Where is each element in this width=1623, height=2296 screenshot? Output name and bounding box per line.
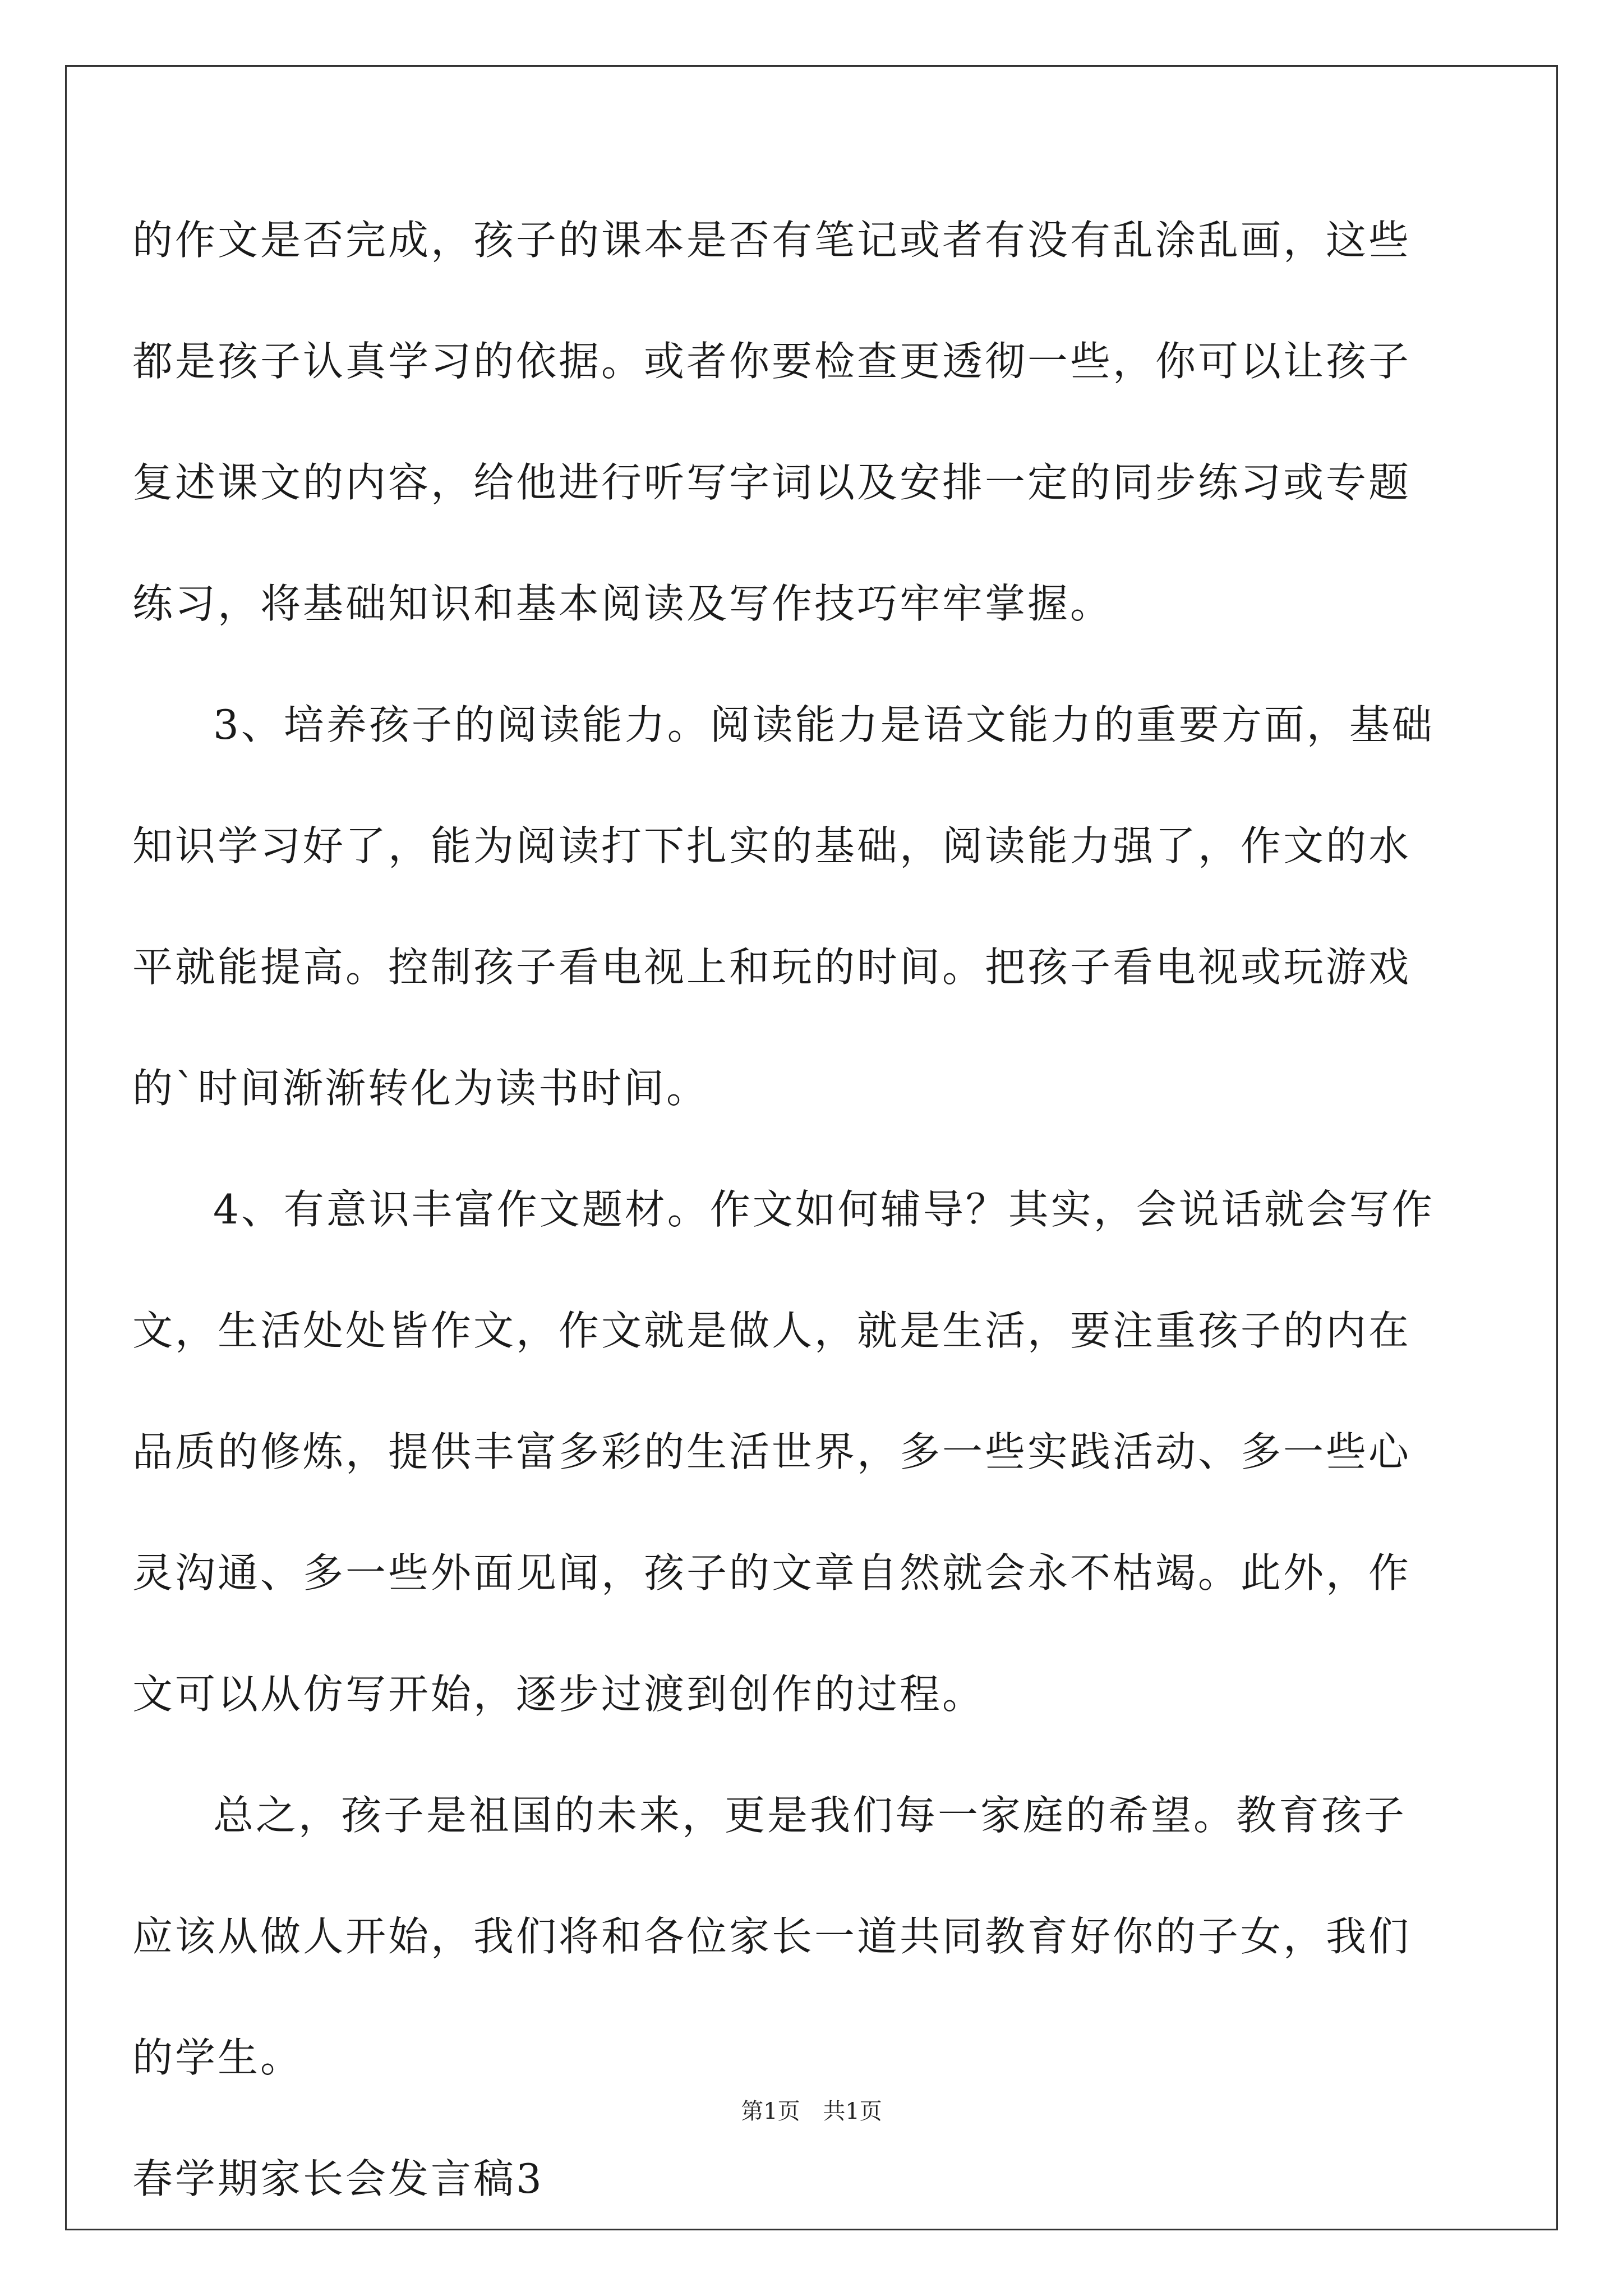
page-number: 第1页: [741, 2099, 800, 2124]
text-line: 的作文是否完成，孩子的课本是否有笔记或者有没有乱涂乱画，这些: [132, 217, 1412, 264]
text-line: 应该从做人开始，我们将和各位家长一道共同教育好你的子女，我们: [132, 1913, 1412, 1960]
text-line: 总之，孩子是祖国的未来，更是我们每一家庭的希望。教育孩子: [213, 1792, 1407, 1839]
text-line: 文，生活处处皆作文，作文就是做人，就是生活，要注重孩子的内在: [132, 1307, 1412, 1354]
text-line: 灵沟通、多一些外面见闻，孩子的文章自然就会永不枯竭。此外，作: [132, 1549, 1412, 1596]
text-line: 都是孩子认真学习的依据。或者你要检查更透彻一些，你可以让孩子: [132, 338, 1412, 385]
text-line: 品质的修炼，提供丰富多彩的生活世界，多一些实践活动、多一些心: [132, 1428, 1412, 1475]
page-footer: [0, 2095, 1623, 2128]
text-line: 3、培养孩子的阅读能力。阅读能力是语文能力的重要方面，基础: [213, 701, 1435, 748]
text-line: 文可以从仿写开始，逐步过渡到创作的过程。: [132, 1671, 985, 1718]
text-line: 4、有意识丰富作文题材。作文如何辅导？其实，会说话就会写作: [213, 1186, 1435, 1233]
text-line: 复述课文的内容，给他进行听写字词以及安排一定的同步练习或专题: [132, 459, 1412, 506]
text-line: 平就能提高。控制孩子看电视上和玩的时间。把孩子看电视或玩游戏: [132, 944, 1412, 991]
text-line: 的学生。: [132, 2034, 303, 2081]
section-heading: 春学期家长会发言稿3: [132, 2155, 544, 2202]
text-line: 练习，将基础知识和基本阅读及写作技巧牢牢掌握。: [132, 580, 1113, 627]
text-line: 的`时间渐渐转化为读书时间。: [132, 1065, 709, 1112]
text-line: 知识学习好了，能为阅读打下扎实的基础，阅读能力强了，作文的水: [132, 822, 1412, 869]
page-total: 共1页: [823, 2099, 882, 2124]
